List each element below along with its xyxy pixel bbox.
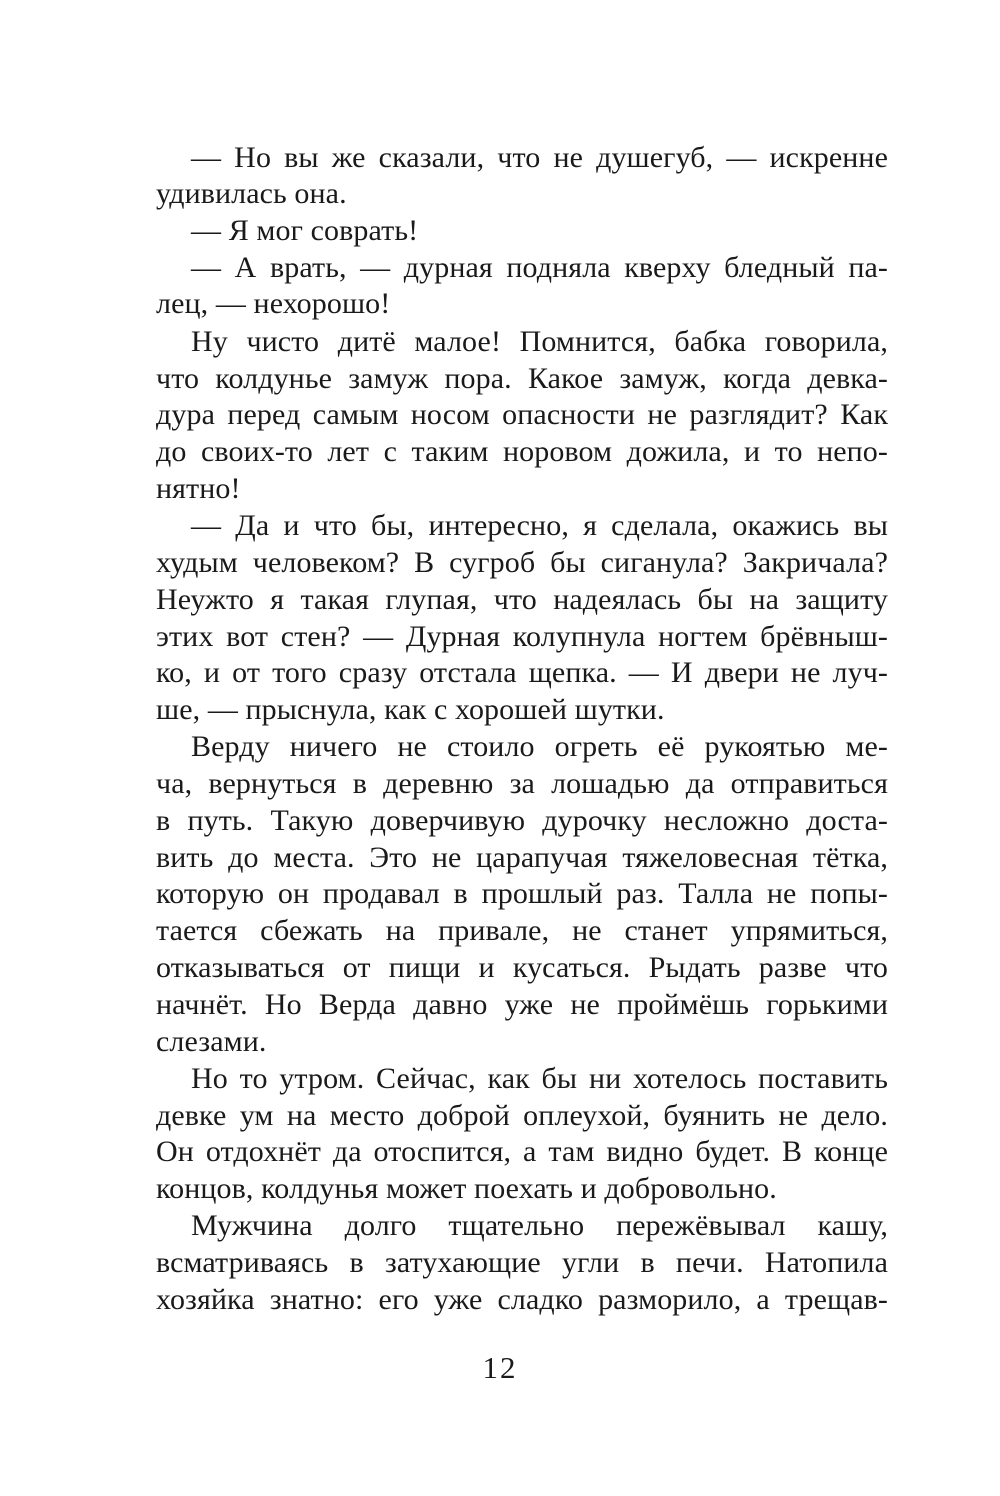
page-number: 12 (482, 1350, 518, 1385)
text-line: лец, — нехорошо! (156, 287, 391, 320)
text-line: до своих-то лет с таким норовом дожила, и то непо- (156, 435, 888, 468)
text-line: хозяйка знатно: его уже сладко разморило, а трещав- (156, 1283, 888, 1316)
text-line: удивилась она. (156, 177, 347, 210)
text-line: девке ум на место доброй оплеухой, буянить не дело. (156, 1099, 888, 1132)
text-line: — А врать, — дурная подняла кверху бледный па- (191, 251, 888, 284)
text-line: Неужто я такая глупая, что надеялась бы на защиту (156, 583, 888, 616)
text-line: концов, колдунья может поехать и добровольно. (156, 1172, 777, 1205)
text-line: — Да и что бы, интересно, я сделала, окажись вы (191, 509, 888, 542)
text-line: Мужчина долго тщательно пережёвывал кашу, (191, 1209, 888, 1242)
text-line: начнёт. Но Верда давно уже не проймёшь горькими (156, 988, 888, 1021)
text-line: Верду ничего не стоило огреть её рукоятью ме- (191, 730, 888, 763)
text-line: слезами. (156, 1025, 267, 1058)
text-line: дура перед самым носом опасности не разглядит? Как (156, 398, 888, 431)
text-line: в путь. Такую доверчивую дурочку несложно доста- (156, 804, 888, 837)
text-line: отказываться от пищи и кусаться. Рыдать разве что (156, 951, 888, 984)
text-line: Он отдохнёт да отоспится, а там видно будет. В конце (156, 1135, 888, 1168)
text-line: — Но вы же сказали, что не душегуб, — искренне (191, 141, 888, 174)
text-line: всматриваясь в затухающие угли в печи. Натопила (156, 1246, 888, 1279)
text-line: Но то утром. Сейчас, как бы ни хотелось поставить (191, 1062, 888, 1095)
text-line: что колдунье замуж пора. Какое замуж, когда девка- (156, 362, 888, 395)
text-line: — Я мог соврать! (191, 214, 419, 247)
text-line: которую он продавал в прошлый раз. Талла не попы- (156, 877, 888, 910)
text-line: ча, вернуться в деревню за лошадью да отправиться (156, 767, 888, 800)
text-line: худым человеком? В сугроб бы сиганула? Закричала? (156, 546, 888, 579)
text-line: ше, — прыснула, как с хорошей шутки. (156, 693, 665, 726)
text-line: Ну чисто дитё малое! Помнится, бабка говорила, (191, 325, 888, 358)
text-line: тается сбежать на привале, не станет упрямиться, (156, 914, 888, 947)
text-line: этих вот стен? — Дурная колупнула ногтем брёвныш- (156, 620, 888, 653)
text-line: нятно! (156, 472, 241, 505)
text-line: вить до места. Это не царапучая тяжеловесная тётка, (156, 841, 888, 874)
text-line: ко, и от того сразу отстала щепка. — И двери не луч- (156, 656, 888, 689)
